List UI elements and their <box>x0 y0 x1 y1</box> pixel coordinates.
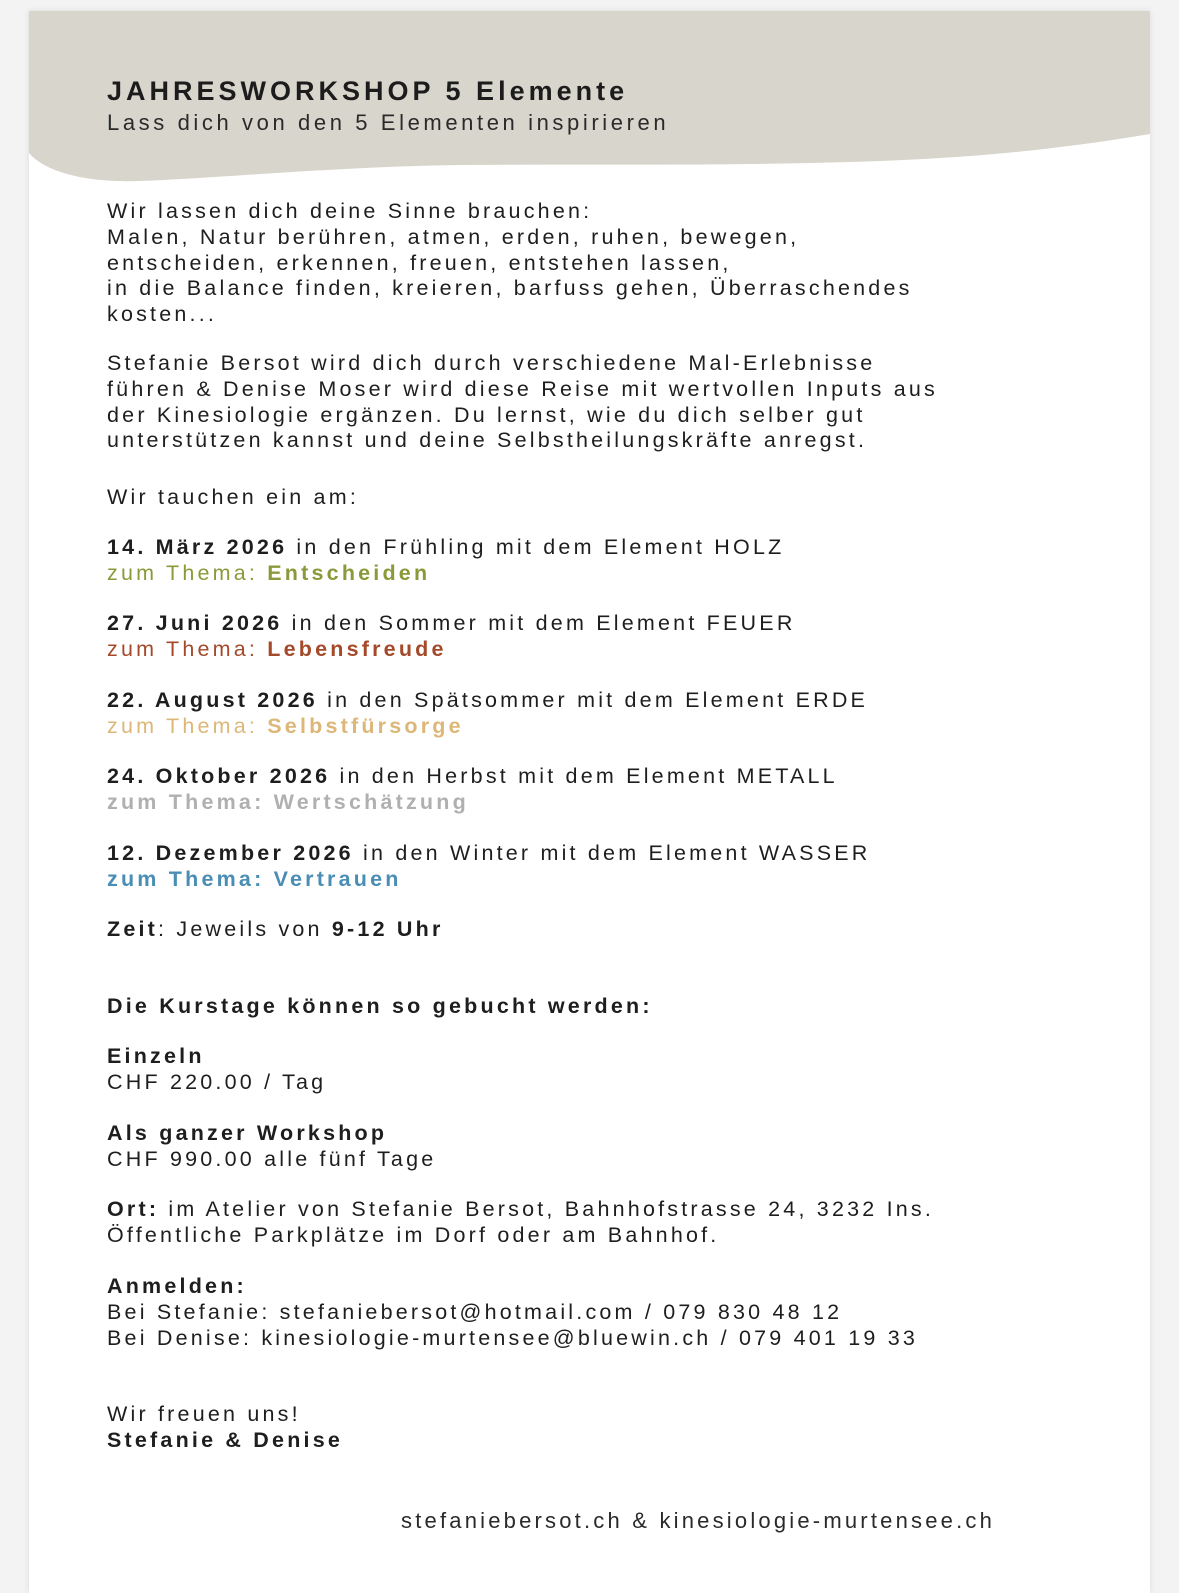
location-address: im Atelier von Stefanie Bersot, Bahnhofstrasse 24, 3232 Ins. <box>159 1197 935 1221</box>
date-description: in den Frühling mit dem Element HOLZ <box>287 535 785 559</box>
theme-prefix: zum Thema: <box>107 560 268 585</box>
date-entry-feuer <box>107 611 796 663</box>
location-label: Ort: <box>107 1197 160 1221</box>
closing-line: Wir freuen uns! <box>107 1402 301 1426</box>
page-title: JAHRESWORKSHOP 5 Elemente <box>107 76 629 106</box>
theme-prefix: zum Thema: <box>107 789 274 814</box>
theme-name: Lebensfreude <box>267 636 447 661</box>
intro-paragraph <box>107 199 913 328</box>
theme-prefix: zum Thema: <box>107 713 268 738</box>
date-description: in den Sommer mit dem Element FEUER <box>282 611 796 635</box>
registration-label: Anmelden: <box>107 1274 247 1298</box>
page-subtitle: Lass dich von den 5 Elementen inspirieren <box>107 110 670 135</box>
date-description: in den Spätsommer mit dem Element ERDE <box>317 688 869 712</box>
theme-name: Vertrauen <box>273 866 402 891</box>
theme-name: Entscheiden <box>267 560 431 585</box>
intro-line: in die Balance finden, kreieren, barfuss gehen, Überraschendes <box>107 276 913 301</box>
date-label: 12. Dezember 2026 <box>107 841 354 865</box>
description-paragraph <box>107 351 938 454</box>
theme-prefix: zum Thema: <box>107 636 268 661</box>
booking-single <box>107 1044 326 1096</box>
registration-info <box>107 1274 918 1351</box>
booking-full-label: Als ganzer Workshop <box>107 1121 388 1145</box>
date-entry-wasser <box>107 841 871 893</box>
description-line: unterstützen kannst und deine Selbstheilungskräfte anregst. <box>107 428 868 453</box>
date-entry-metall <box>107 764 838 816</box>
document-page <box>29 11 1150 1593</box>
booking-heading: Die Kurstage können so gebucht werden: <box>107 994 653 1018</box>
intro-line: kosten... <box>107 302 218 327</box>
closing <box>107 1402 343 1454</box>
description-line: führen & Denise Moser wird diese Reise mit wertvollen Inputs aus <box>107 376 938 401</box>
date-entry-holz <box>107 535 784 587</box>
location-info <box>107 1197 934 1249</box>
description-line: Stefanie Bersot wird dich durch verschiedene Mal-Erlebnisse <box>107 351 876 375</box>
time-label: Zeit <box>107 917 159 941</box>
theme-name: Wertschätzung <box>273 789 469 814</box>
theme-prefix: zum Thema: <box>107 866 274 891</box>
registration-denise: Bei Denise: kinesiologie-murtensee@bluewin.ch / 079 401 19 33 <box>107 1325 919 1350</box>
booking-full-price: CHF 990.00 alle fünf Tage <box>107 1146 437 1171</box>
footer-websites: stefaniebersot.ch & kinesiologie-murtensee.ch <box>401 1508 996 1533</box>
description-line: der Kinesiologie ergänzen. Du lernst, wie du dich selber gut <box>107 402 866 427</box>
time-value: 9-12 Uhr <box>331 917 444 941</box>
dates-intro: Wir tauchen ein am: <box>107 485 359 509</box>
intro-line: Wir lassen dich deine Sinne brauchen: <box>107 199 593 223</box>
date-label: 22. August 2026 <box>107 688 318 712</box>
date-label: 14. März 2026 <box>107 535 288 559</box>
booking-single-label: Einzeln <box>107 1044 205 1068</box>
intro-line: Malen, Natur berühren, atmen, erden, ruhen, bewegen, <box>107 224 800 249</box>
booking-single-price: CHF 220.00 / Tag <box>107 1069 327 1094</box>
date-description: in den Herbst mit dem Element METALL <box>330 764 838 788</box>
date-entry-erde <box>107 688 868 740</box>
time-info <box>107 917 444 943</box>
date-description: in den Winter mit dem Element WASSER <box>353 841 871 865</box>
date-label: 27. Juni 2026 <box>107 611 283 635</box>
location-parking: Öffentliche Parkplätze im Dorf oder am Bahnhof. <box>107 1222 720 1247</box>
booking-full <box>107 1121 436 1173</box>
signature: Stefanie & Denise <box>107 1427 344 1452</box>
theme-name: Selbstfürsorge <box>267 713 464 738</box>
intro-line: entscheiden, erkennen, freuen, entstehen lassen, <box>107 250 732 275</box>
date-label: 24. Oktober 2026 <box>107 764 331 788</box>
registration-stefanie: Bei Stefanie: stefaniebersot@hotmail.com / 079 830 48 12 <box>107 1299 843 1324</box>
time-text: : Jeweils von <box>158 917 332 941</box>
